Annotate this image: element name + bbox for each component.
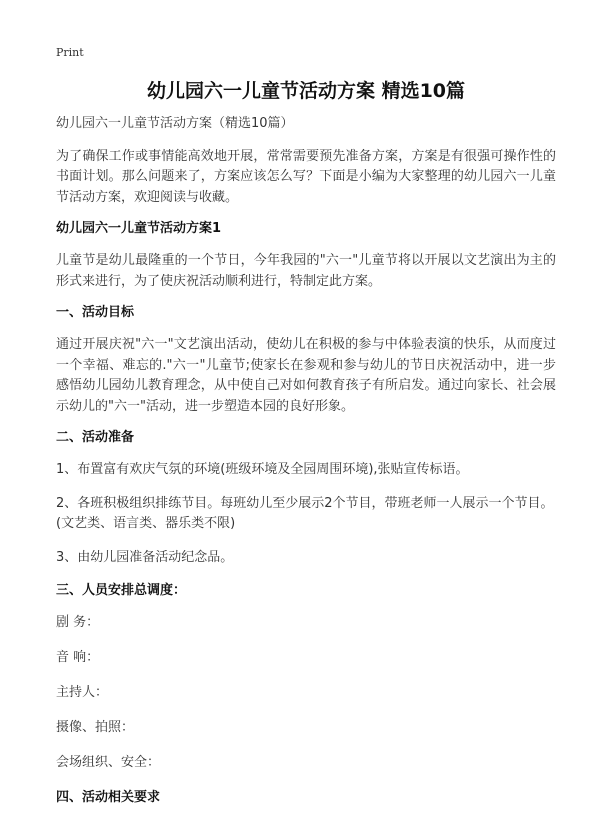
- part1-paragraph: 通过开展庆祝"六一"文艺演出活动，使幼儿在积极的参与中体验表演的快乐，从而度过一个幸福、难忘的."六一"儿童节;使家长在参观和参与幼儿的节日庆祝活动中，进一步感悟幼儿园幼儿教育理念，从中使自己对如何教育孩子有所启发。通过向家长、社会展示幼儿的"六一"活动，进一步塑造本园的良好形象。: [56, 337, 556, 414]
- section-title: 幼儿园六一儿童节活动方案1: [56, 221, 222, 236]
- document-subtitle: 幼儿园六一儿童节活动方案（精选10篇）: [56, 116, 294, 131]
- document-title: 幼儿园六一儿童节活动方案 精选10篇: [146, 80, 466, 102]
- staff-role: 主持人：: [56, 685, 109, 700]
- list-item: 1、布置富有欢庆气氛的环境(班级环境及全园周围环境),张贴宣传标语。: [56, 462, 469, 477]
- part3-heading: 三、人员安排总调度：: [56, 583, 187, 598]
- part1-heading: 一、活动目标: [56, 305, 135, 320]
- staff-role: 音 响：: [56, 650, 100, 665]
- print-label: Print: [56, 46, 84, 59]
- section-intro-paragraph: 儿童节是幼儿最隆重的一个节日，今年我园的"六一"儿童节将以开展以文艺演出为主的形式来进行，为了使庆祝活动顺利进行，特制定此方案。: [56, 253, 556, 289]
- part2-heading: 二、活动准备: [56, 430, 135, 445]
- staff-role: 剧 务：: [56, 615, 100, 630]
- list-item: 2、各班积极组织排练节目。每班幼儿至少展示2个节目，带班老师一人展示一个节目。(文艺类、语言类、器乐类不限): [56, 495, 554, 531]
- part4-heading: 四、活动相关要求: [56, 790, 161, 805]
- staff-role: 会场组织、安全：: [56, 755, 161, 770]
- staff-role: 摄像、拍照：: [56, 720, 135, 735]
- intro-paragraph: 为了确保工作或事情能高效地开展，常常需要预先准备方案，方案是有很强可操作性的书面计划。那么问题来了，方案应该怎么写？下面是小编为大家整理的幼儿园六一儿童节活动方案，欢迎阅读与收藏。: [56, 148, 556, 205]
- document-body: [56, 78, 556, 820]
- list-item: 3、由幼儿园准备活动纪念品。: [56, 549, 234, 565]
